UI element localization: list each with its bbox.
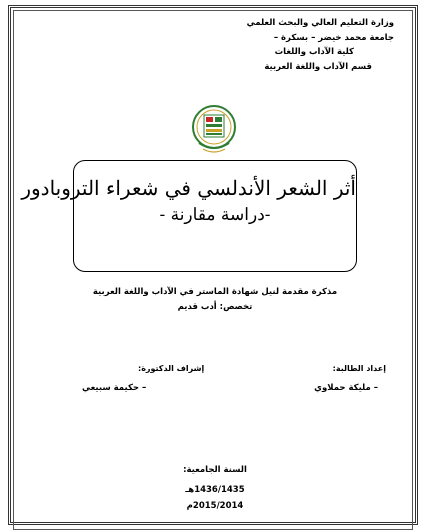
memo-description: مذكرة مقدمة لنيل شهادة الماستر في الآداب واللغة العربية [92, 287, 338, 297]
thesis-title-box [21, 160, 357, 272]
thesis-title: أثر الشعر الأندلسي في شعراء التروبادور [21, 176, 356, 200]
institution-header [164, 16, 394, 74]
specialty-line: تخصص: أدب قديم [177, 302, 253, 312]
academic-year-label: السنة الجامعية: [183, 465, 247, 475]
faculty-line: كلية الآداب واللغات [274, 47, 354, 57]
student-name: – مليكة حملاوي [314, 383, 378, 393]
thesis-subtitle: -دراسة مقارنة - [159, 205, 271, 225]
student-label: إعداد الطالبة: [332, 364, 386, 373]
ministry-line: وزارة التعليم العالي والبحث العلمي [246, 18, 394, 28]
supervisor-name: – حكيمة سبيعي [82, 383, 147, 393]
academic-year-hijri: 1436/1435هـ [185, 485, 245, 495]
academic-year-gregorian: 2015/2014م [186, 501, 244, 511]
department-line: قسم الآداب واللغة العربية [264, 61, 372, 72]
university-emblem-icon [191, 101, 237, 157]
supervisor-label: إشراف الدكتورة: [138, 364, 205, 373]
university-line: جامعة محمد خيضر – بسكرة – [273, 32, 394, 43]
